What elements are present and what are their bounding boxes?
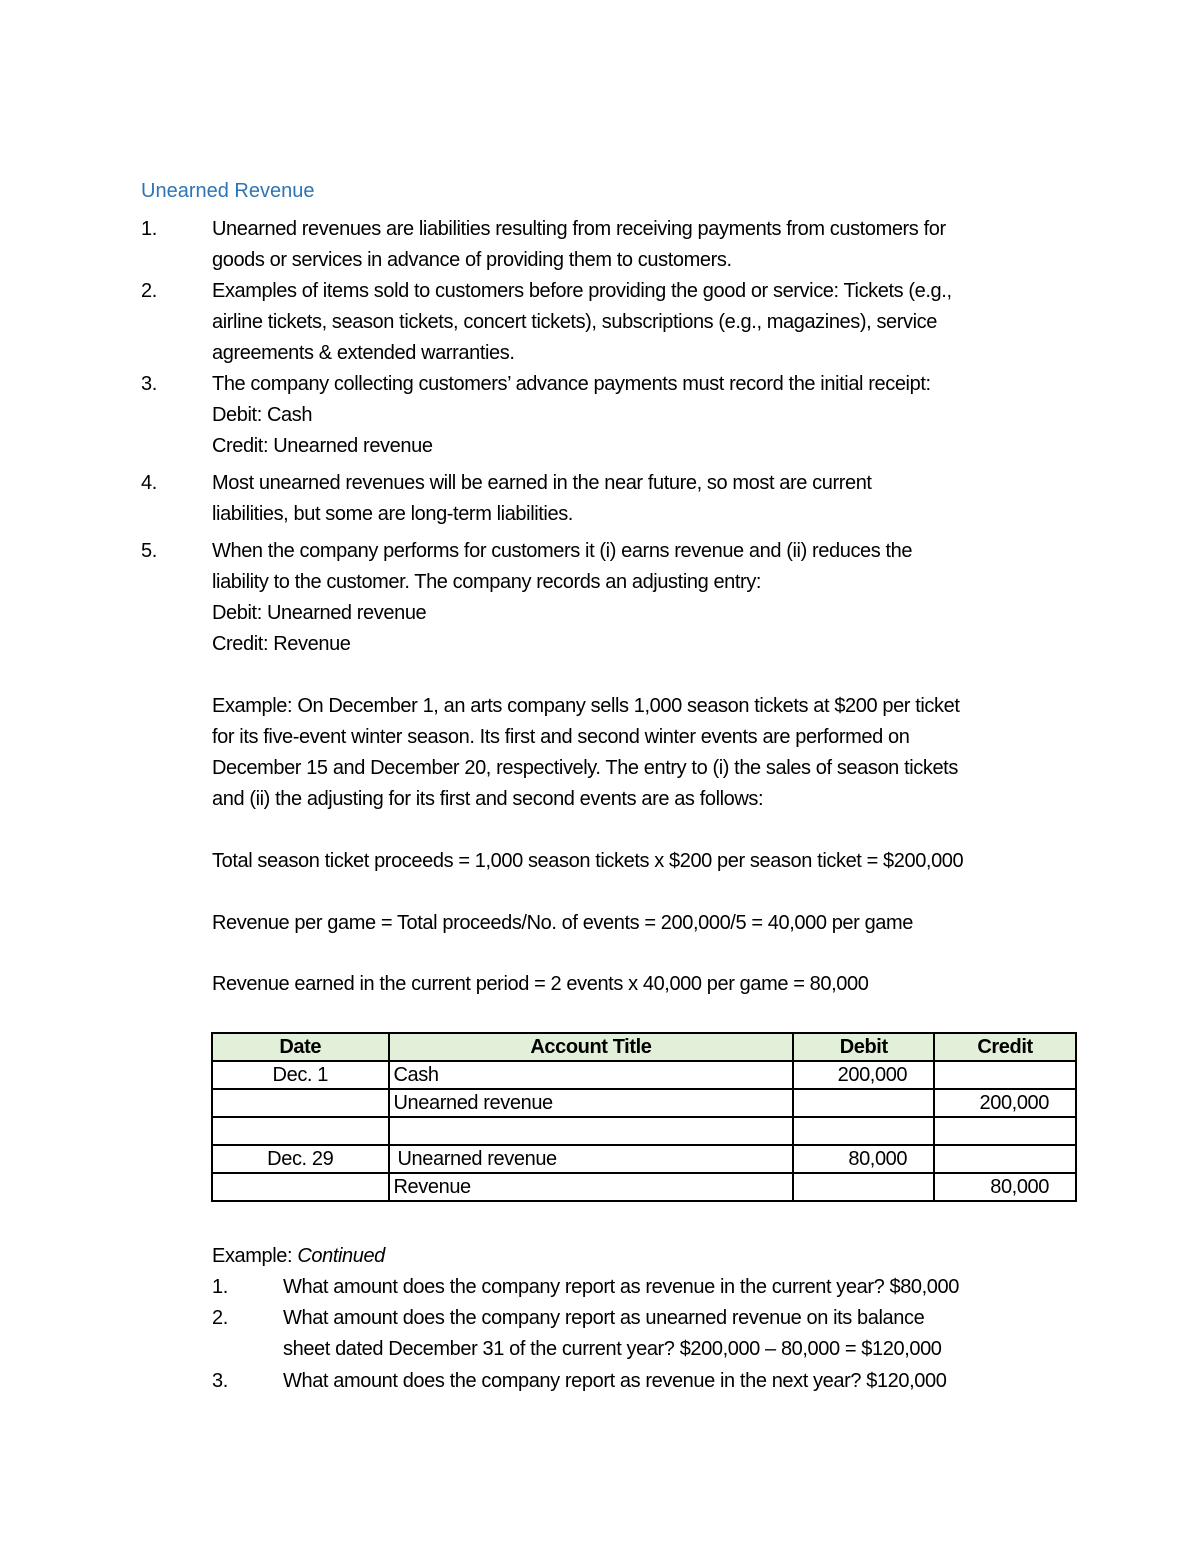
- item-number: 1.: [212, 1276, 228, 1298]
- item-line: Debit: Cash: [212, 404, 313, 426]
- cell-credit: [934, 1061, 1076, 1089]
- table-row: [212, 1117, 1076, 1145]
- example-line: December 15 and December 20, respectively. The entry to (i) the sales of season tickets: [212, 757, 958, 779]
- calc-revenue-earned: Revenue earned in the current period = 2 events x 40,000 per game = 80,000: [212, 973, 869, 995]
- calc-revenue-per-game: Revenue per game = Total proceeds/No. of events = 200,000/5 = 40,000 per game: [212, 912, 913, 934]
- table-row: [212, 1061, 1076, 1089]
- cell-credit: 80,000: [934, 1173, 1076, 1201]
- table-row: [212, 1145, 1076, 1173]
- item-line: liabilities, but some are long-term liabilities.: [212, 503, 573, 525]
- section-heading: Unearned Revenue: [141, 180, 315, 202]
- item-line: Examples of items sold to customers before providing the good or service: Tickets (e.g.,: [212, 280, 952, 302]
- item-number: 3.: [212, 1370, 228, 1392]
- header-account-title: Account Title: [389, 1033, 794, 1061]
- cell-date: Dec. 29: [212, 1145, 389, 1173]
- example-paragraph: [212, 691, 1092, 815]
- cell-debit: [793, 1173, 934, 1201]
- question-line: What amount does the company report as revenue in the current year? $80,000: [283, 1276, 959, 1298]
- cell-date: [212, 1117, 389, 1145]
- cell-credit: [934, 1145, 1076, 1173]
- item-line: liability to the customer. The company records an adjusting entry:: [212, 571, 762, 593]
- cell-debit: [793, 1117, 934, 1145]
- header-credit: Credit: [934, 1033, 1076, 1061]
- cell-date: [212, 1173, 389, 1201]
- item-line: Unearned revenues are liabilities resulting from receiving payments from customers for: [212, 218, 946, 240]
- item-number: 2.: [141, 280, 157, 302]
- example-continued-label: [212, 1241, 1092, 1272]
- example-line: for its five-event winter season. Its first and second winter events are performed on: [212, 726, 910, 748]
- table-row: [212, 1089, 1076, 1117]
- item-line: agreements & extended warranties.: [212, 342, 515, 364]
- cell-account: Unearned revenue: [389, 1089, 794, 1117]
- cell-date: [212, 1089, 389, 1117]
- item-number: 1.: [141, 218, 157, 240]
- item-line: The company collecting customers’ advance payments must record the initial receipt:: [212, 373, 931, 395]
- question-line: sheet dated December 31 of the current year? $200,000 – 80,000 = $120,000: [283, 1338, 942, 1360]
- example-line: Example: On December 1, an arts company sells 1,000 season tickets at $200 per ticket: [212, 695, 960, 717]
- item-line: When the company performs for customers it (i) earns revenue and (ii) reduces the: [212, 540, 913, 562]
- label-text: Example:: [212, 1245, 298, 1267]
- question-line: What amount does the company report as revenue in the next year? $120,000: [283, 1370, 947, 1392]
- table-row: [212, 1173, 1076, 1201]
- cell-account: Revenue: [389, 1173, 794, 1201]
- table-header-row: [212, 1033, 1076, 1061]
- item-number: 4.: [141, 472, 157, 494]
- cell-account: Unearned revenue: [389, 1145, 794, 1173]
- item-line: goods or services in advance of providing them to customers.: [212, 249, 732, 271]
- cell-credit: [934, 1117, 1076, 1145]
- calc-total-proceeds: Total season ticket proceeds = 1,000 season tickets x $200 per season ticket = $200,000: [212, 850, 964, 872]
- item-number: 5.: [141, 540, 157, 562]
- cell-date: Dec. 1: [212, 1061, 389, 1089]
- header-debit: Debit: [793, 1033, 934, 1061]
- cell-debit: [793, 1089, 934, 1117]
- label-italic: Continued: [297, 1245, 385, 1267]
- journal-entry-table: [211, 1032, 1077, 1202]
- item-line: Debit: Unearned revenue: [212, 602, 427, 624]
- example-line: and (ii) the adjusting for its first and second events are as follows:: [212, 788, 764, 810]
- cell-debit: 200,000: [793, 1061, 934, 1089]
- cell-account: Cash: [389, 1061, 794, 1089]
- question-line: What amount does the company report as unearned revenue on its balance: [283, 1307, 925, 1329]
- item-number: 3.: [141, 373, 157, 395]
- item-line: Credit: Revenue: [212, 633, 351, 655]
- cell-debit: 80,000: [793, 1145, 934, 1173]
- item-line: Most unearned revenues will be earned in the near future, so most are current: [212, 472, 872, 494]
- cell-account: [389, 1117, 794, 1145]
- header-date: Date: [212, 1033, 389, 1061]
- item-number: 2.: [212, 1307, 228, 1329]
- item-line: Credit: Unearned revenue: [212, 435, 433, 457]
- cell-credit: 200,000: [934, 1089, 1076, 1117]
- item-line: airline tickets, season tickets, concert tickets), subscriptions (e.g., magazines), service: [212, 311, 937, 333]
